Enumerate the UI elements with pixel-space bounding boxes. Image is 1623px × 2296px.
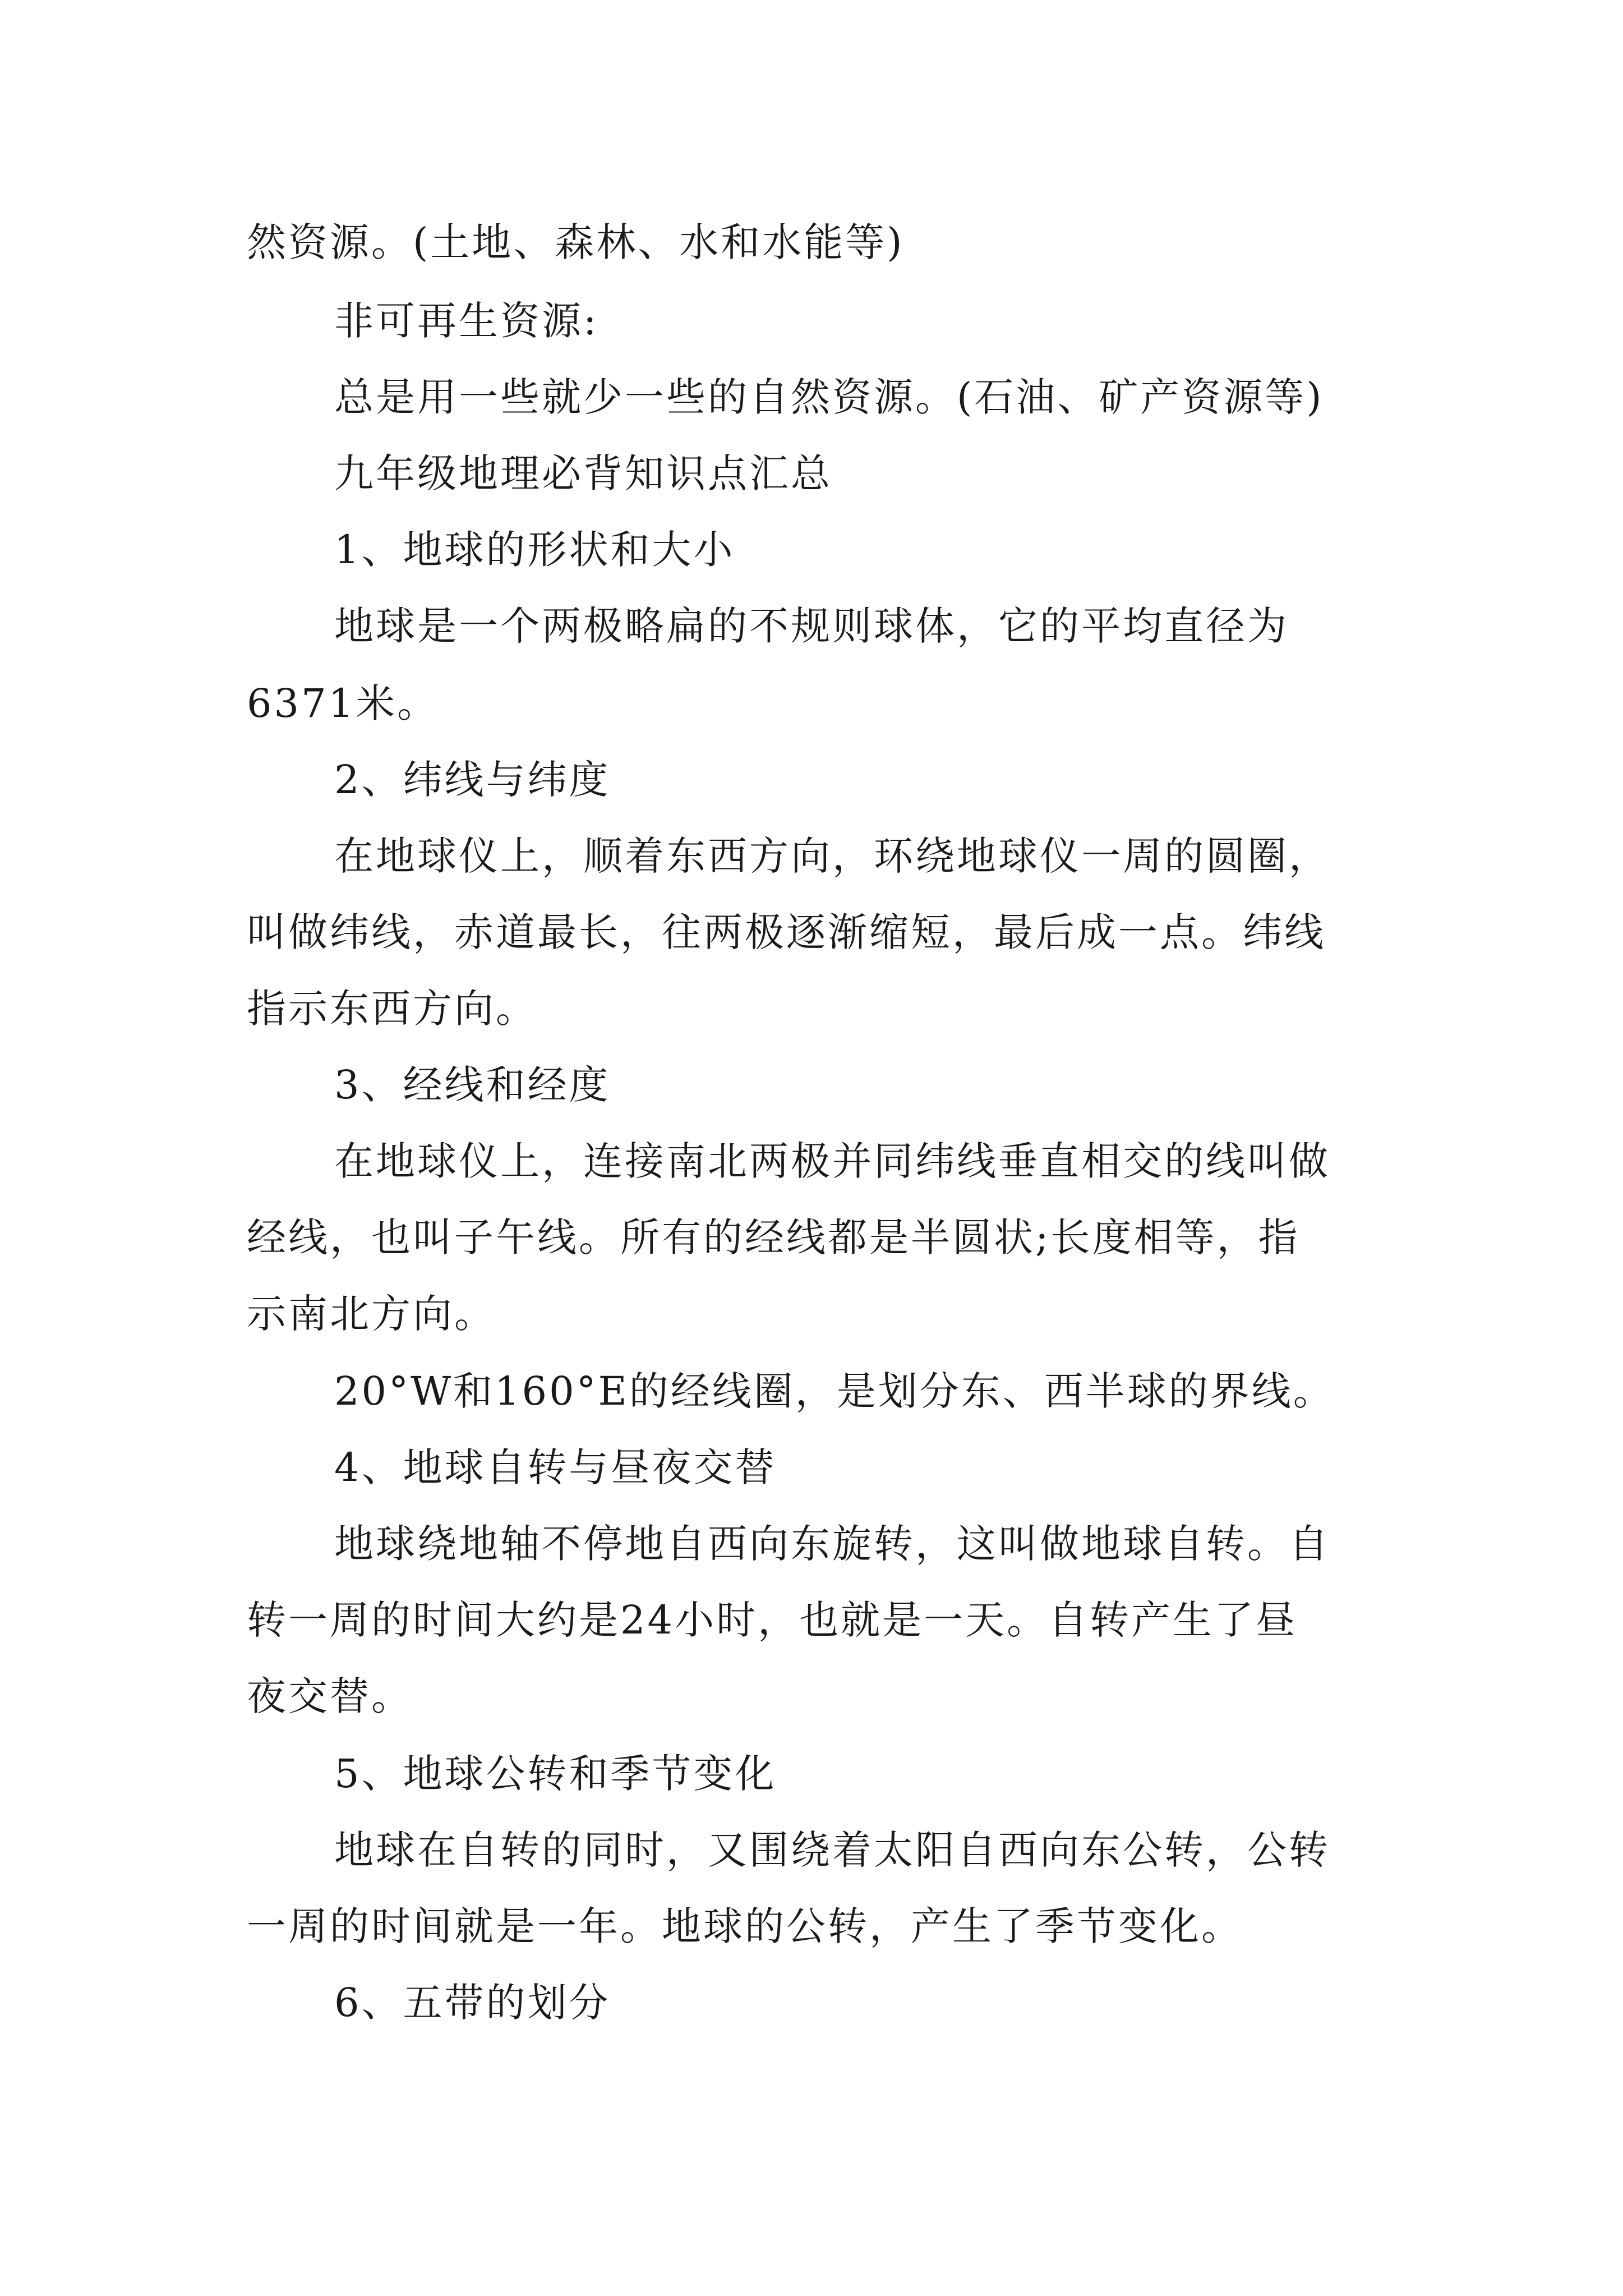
text-line: 地球在自转的同时，又围绕着太阳自西向东公转，公转 [334,1827,1330,1873]
section-heading: 九年级地理必背知识点汇总 [334,450,832,496]
text-line: 6371米。 [247,680,439,726]
section-heading: 1、地球的形状和大小 [334,527,735,573]
section-heading: 5、地球公转和季节变化 [334,1751,777,1797]
text-line: 夜交替。 [247,1673,413,1719]
section-heading: 6、五带的划分 [334,1980,611,2026]
text-line: 指示东西方向。 [247,986,537,1032]
text-line: 叫做纬线，赤道最长，往两极逐渐缩短，最后成一点。纬线 [247,909,1326,955]
text-line: 转一周的时间大约是24小时，也就是一天。自转产生了昼 [247,1597,1298,1643]
text-line: 一周的时间就是一年。地球的公转，产生了季节变化。 [247,1903,1243,1949]
text-line: 在地球仪上，顺着东西方向，环绕地球仪一周的圆圈， [334,833,1330,879]
section-heading: 4、地球自转与昼夜交替 [334,1444,777,1490]
text-line: 地球是一个两极略扁的不规则球体，它的平均直径为 [334,603,1289,649]
text-line: 然资源。(土地、森林、水和水能等) [247,219,905,265]
text-line: 非可再生资源: [334,298,599,344]
section-heading: 2、纬线与纬度 [334,757,611,803]
text-line: 在地球仪上，连接南北两极并同纬线垂直相交的线叫做 [334,1138,1330,1184]
text-line: 示南北方向。 [247,1291,496,1337]
section-heading: 3、经线和经度 [334,1062,611,1108]
text-line: 总是用一些就少一些的自然资源。(石油、矿产资源等) [334,374,1324,420]
text-line: 地球绕地轴不停地自西向东旋转，这叫做地球自转。自 [334,1521,1330,1567]
text-line: 经线，也叫子午线。所有的经线都是半圆状;长度相等，指 [247,1214,1300,1260]
text-line: 20°W和160°E的经线圈，是划分东、西半球的界线。 [334,1368,1335,1414]
